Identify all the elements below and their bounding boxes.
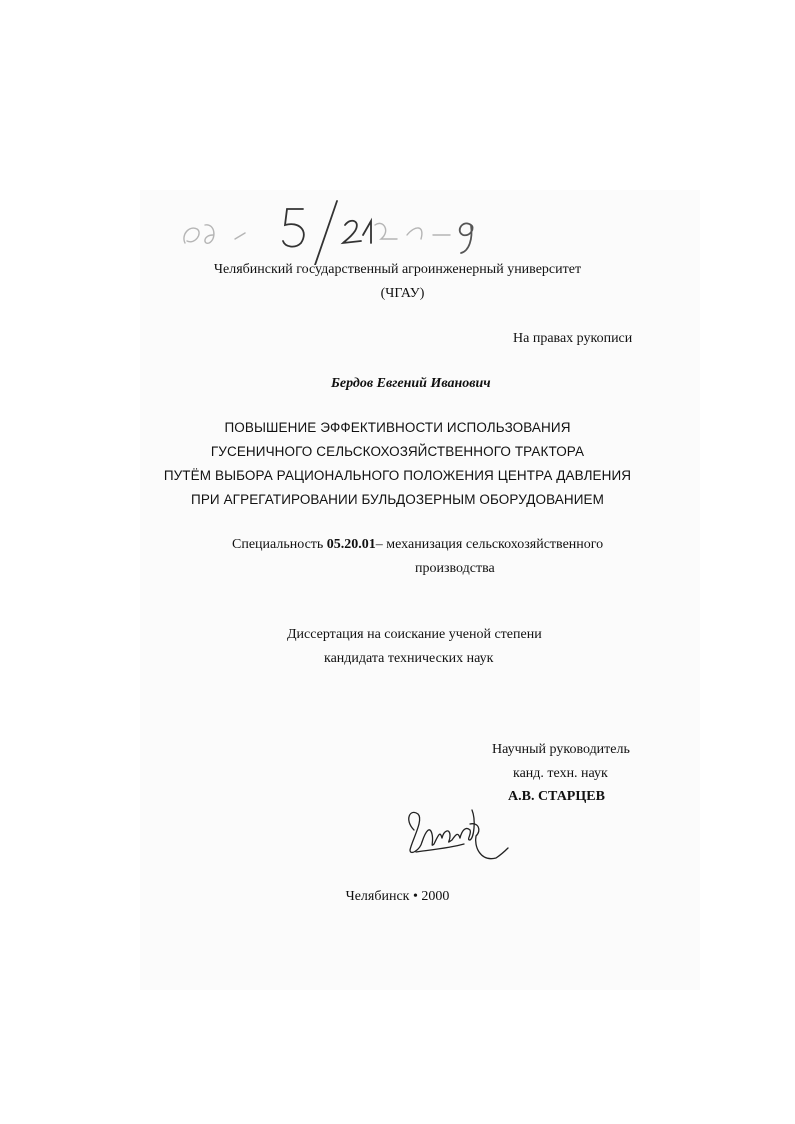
degree-line-2: кандидата технических наук — [324, 651, 494, 666]
handwritten-archive-mark — [175, 195, 495, 265]
specialty-code: 05.20.01 — [326, 537, 376, 552]
signature-image — [400, 800, 510, 875]
city-year: Челябинск • 2000 — [345, 889, 450, 904]
supervisor-name: А.В. СТАРЦЕВ — [508, 789, 605, 804]
dissertation-title-line: ГУСЕНИЧНОГО СЕЛЬСКОХОЗЯЙСТВЕННОГО ТРАКТОРА — [210, 444, 585, 459]
dissertation-title-line: ПРИ АГРЕГАТИРОВАНИИ БУЛЬДОЗЕРНЫМ ОБОРУДОВАНИЕМ — [191, 492, 604, 507]
supervisor-role: Научный руководитель — [492, 742, 630, 757]
supervisor-degree: канд. техн. наук — [513, 766, 608, 781]
dissertation-title-line: ПУТЁМ ВЫБОРА РАЦИОНАЛЬНОГО ПОЛОЖЕНИЯ ЦЕНТРА ДАВЛЕНИЯ — [163, 468, 632, 483]
manuscript-rights: На правах рукописи — [513, 331, 633, 346]
specialty-line — [232, 537, 603, 553]
specialty-description: – механизация сельскохозяйственного — [375, 537, 604, 552]
dissertation-title-line: ПОВЫШЕНИЕ ЭФФЕКТИВНОСТИ ИСПОЛЬЗОВАНИЯ — [224, 420, 571, 435]
specialty-description-cont: производства — [415, 561, 495, 576]
specialty-prefix: Специальность — [232, 537, 324, 552]
author-name: Бердов Евгений Иванович — [331, 376, 491, 391]
institution-name: Челябинский государственный агроинженерный университет — [213, 262, 582, 277]
institution-abbr: (ЧГАУ) — [380, 286, 425, 301]
degree-line-1: Диссертация на соискание ученой степени — [287, 627, 542, 642]
